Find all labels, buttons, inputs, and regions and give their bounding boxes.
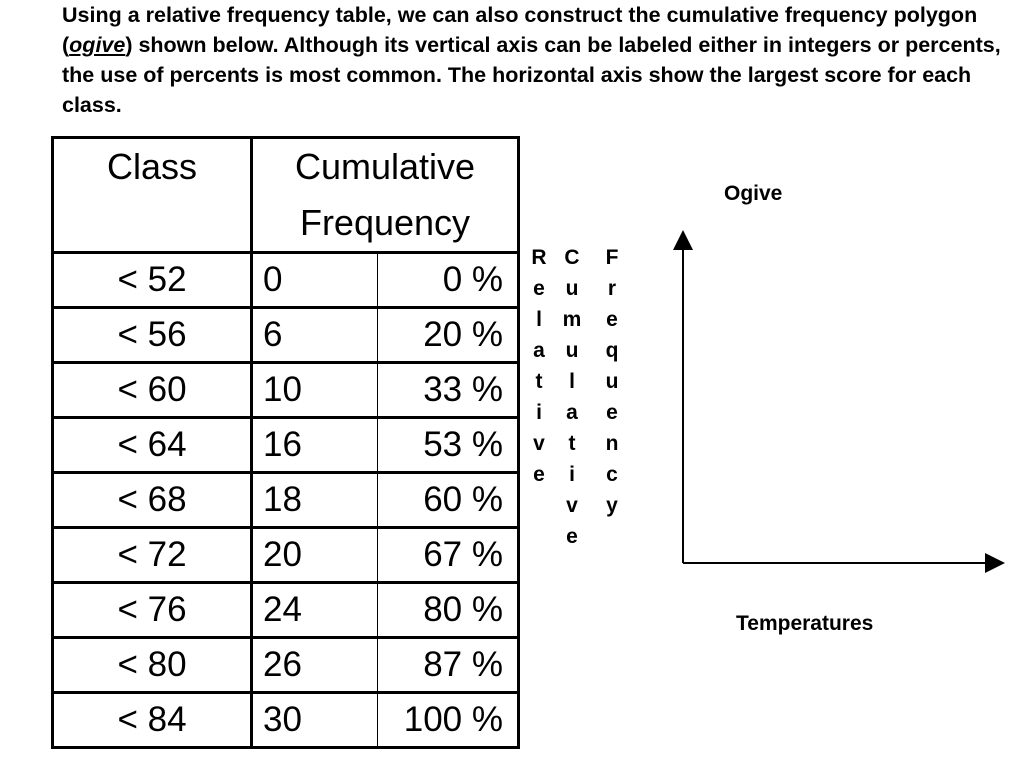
class-cell: < 52 bbox=[53, 253, 252, 308]
table-row bbox=[53, 363, 519, 418]
percent-cell: 60 % bbox=[378, 473, 519, 528]
percent-cell: 87 % bbox=[378, 638, 519, 693]
percent-cell: 53 % bbox=[378, 418, 519, 473]
class-cell: < 72 bbox=[53, 528, 252, 583]
count-cell: 24 bbox=[252, 583, 378, 638]
table-header-row bbox=[53, 138, 519, 253]
class-cell: < 56 bbox=[53, 308, 252, 363]
header-cumulative-frequency bbox=[252, 138, 519, 253]
table-row bbox=[53, 253, 519, 308]
header-class: Class bbox=[53, 138, 252, 253]
table-row bbox=[53, 418, 519, 473]
ylabel-relative: R e l a t i v e bbox=[531, 246, 547, 486]
ylabel-cumulative: C u m u l a t i v e bbox=[562, 246, 582, 548]
count-cell: 16 bbox=[252, 418, 378, 473]
ogive-term: ogive bbox=[69, 33, 126, 57]
percent-cell: 20 % bbox=[378, 308, 519, 363]
class-cell: < 68 bbox=[53, 473, 252, 528]
class-cell: < 64 bbox=[53, 418, 252, 473]
intro-text-2: ) shown below. Although its vertical axis can be labeled either in integers or percents, the use of percents is most common. The horizontal axis show the largest score for each class. bbox=[62, 33, 1001, 117]
percent-cell: 100 % bbox=[378, 693, 519, 748]
count-cell: 6 bbox=[252, 308, 378, 363]
percent-cell: 0 % bbox=[378, 253, 519, 308]
percent-cell: 80 % bbox=[378, 583, 519, 638]
table-row bbox=[53, 528, 519, 583]
class-cell: < 76 bbox=[53, 583, 252, 638]
chart-title: Ogive bbox=[724, 182, 783, 205]
header-frequency: Frequency bbox=[299, 202, 471, 243]
count-cell: 18 bbox=[252, 473, 378, 528]
table-row bbox=[53, 308, 519, 363]
header-cumulative: Cumulative bbox=[294, 146, 476, 187]
class-cell: < 80 bbox=[53, 638, 252, 693]
table-row bbox=[53, 693, 519, 748]
class-cell: < 84 bbox=[53, 693, 252, 748]
count-cell: 26 bbox=[252, 638, 378, 693]
percent-cell: 33 % bbox=[378, 363, 519, 418]
count-cell: 20 bbox=[252, 528, 378, 583]
class-cell: < 60 bbox=[53, 363, 252, 418]
table-row bbox=[53, 638, 519, 693]
count-cell: 0 bbox=[252, 253, 378, 308]
intro-paragraph bbox=[62, 0, 1002, 120]
table-row bbox=[53, 583, 519, 638]
count-cell: 30 bbox=[252, 693, 378, 748]
table-row bbox=[53, 473, 519, 528]
x-axis-title: Temperatures bbox=[736, 612, 874, 635]
ogive-axes bbox=[660, 230, 1010, 575]
ylabel-frequency: F r e q u e n c y bbox=[605, 246, 619, 517]
cumulative-frequency-table bbox=[51, 136, 520, 749]
count-cell: 10 bbox=[252, 363, 378, 418]
intro-text-1: Using a relative frequency table, we can also construct the cumulative frequency polygon ( bbox=[62, 3, 978, 57]
percent-cell: 67 % bbox=[378, 528, 519, 583]
